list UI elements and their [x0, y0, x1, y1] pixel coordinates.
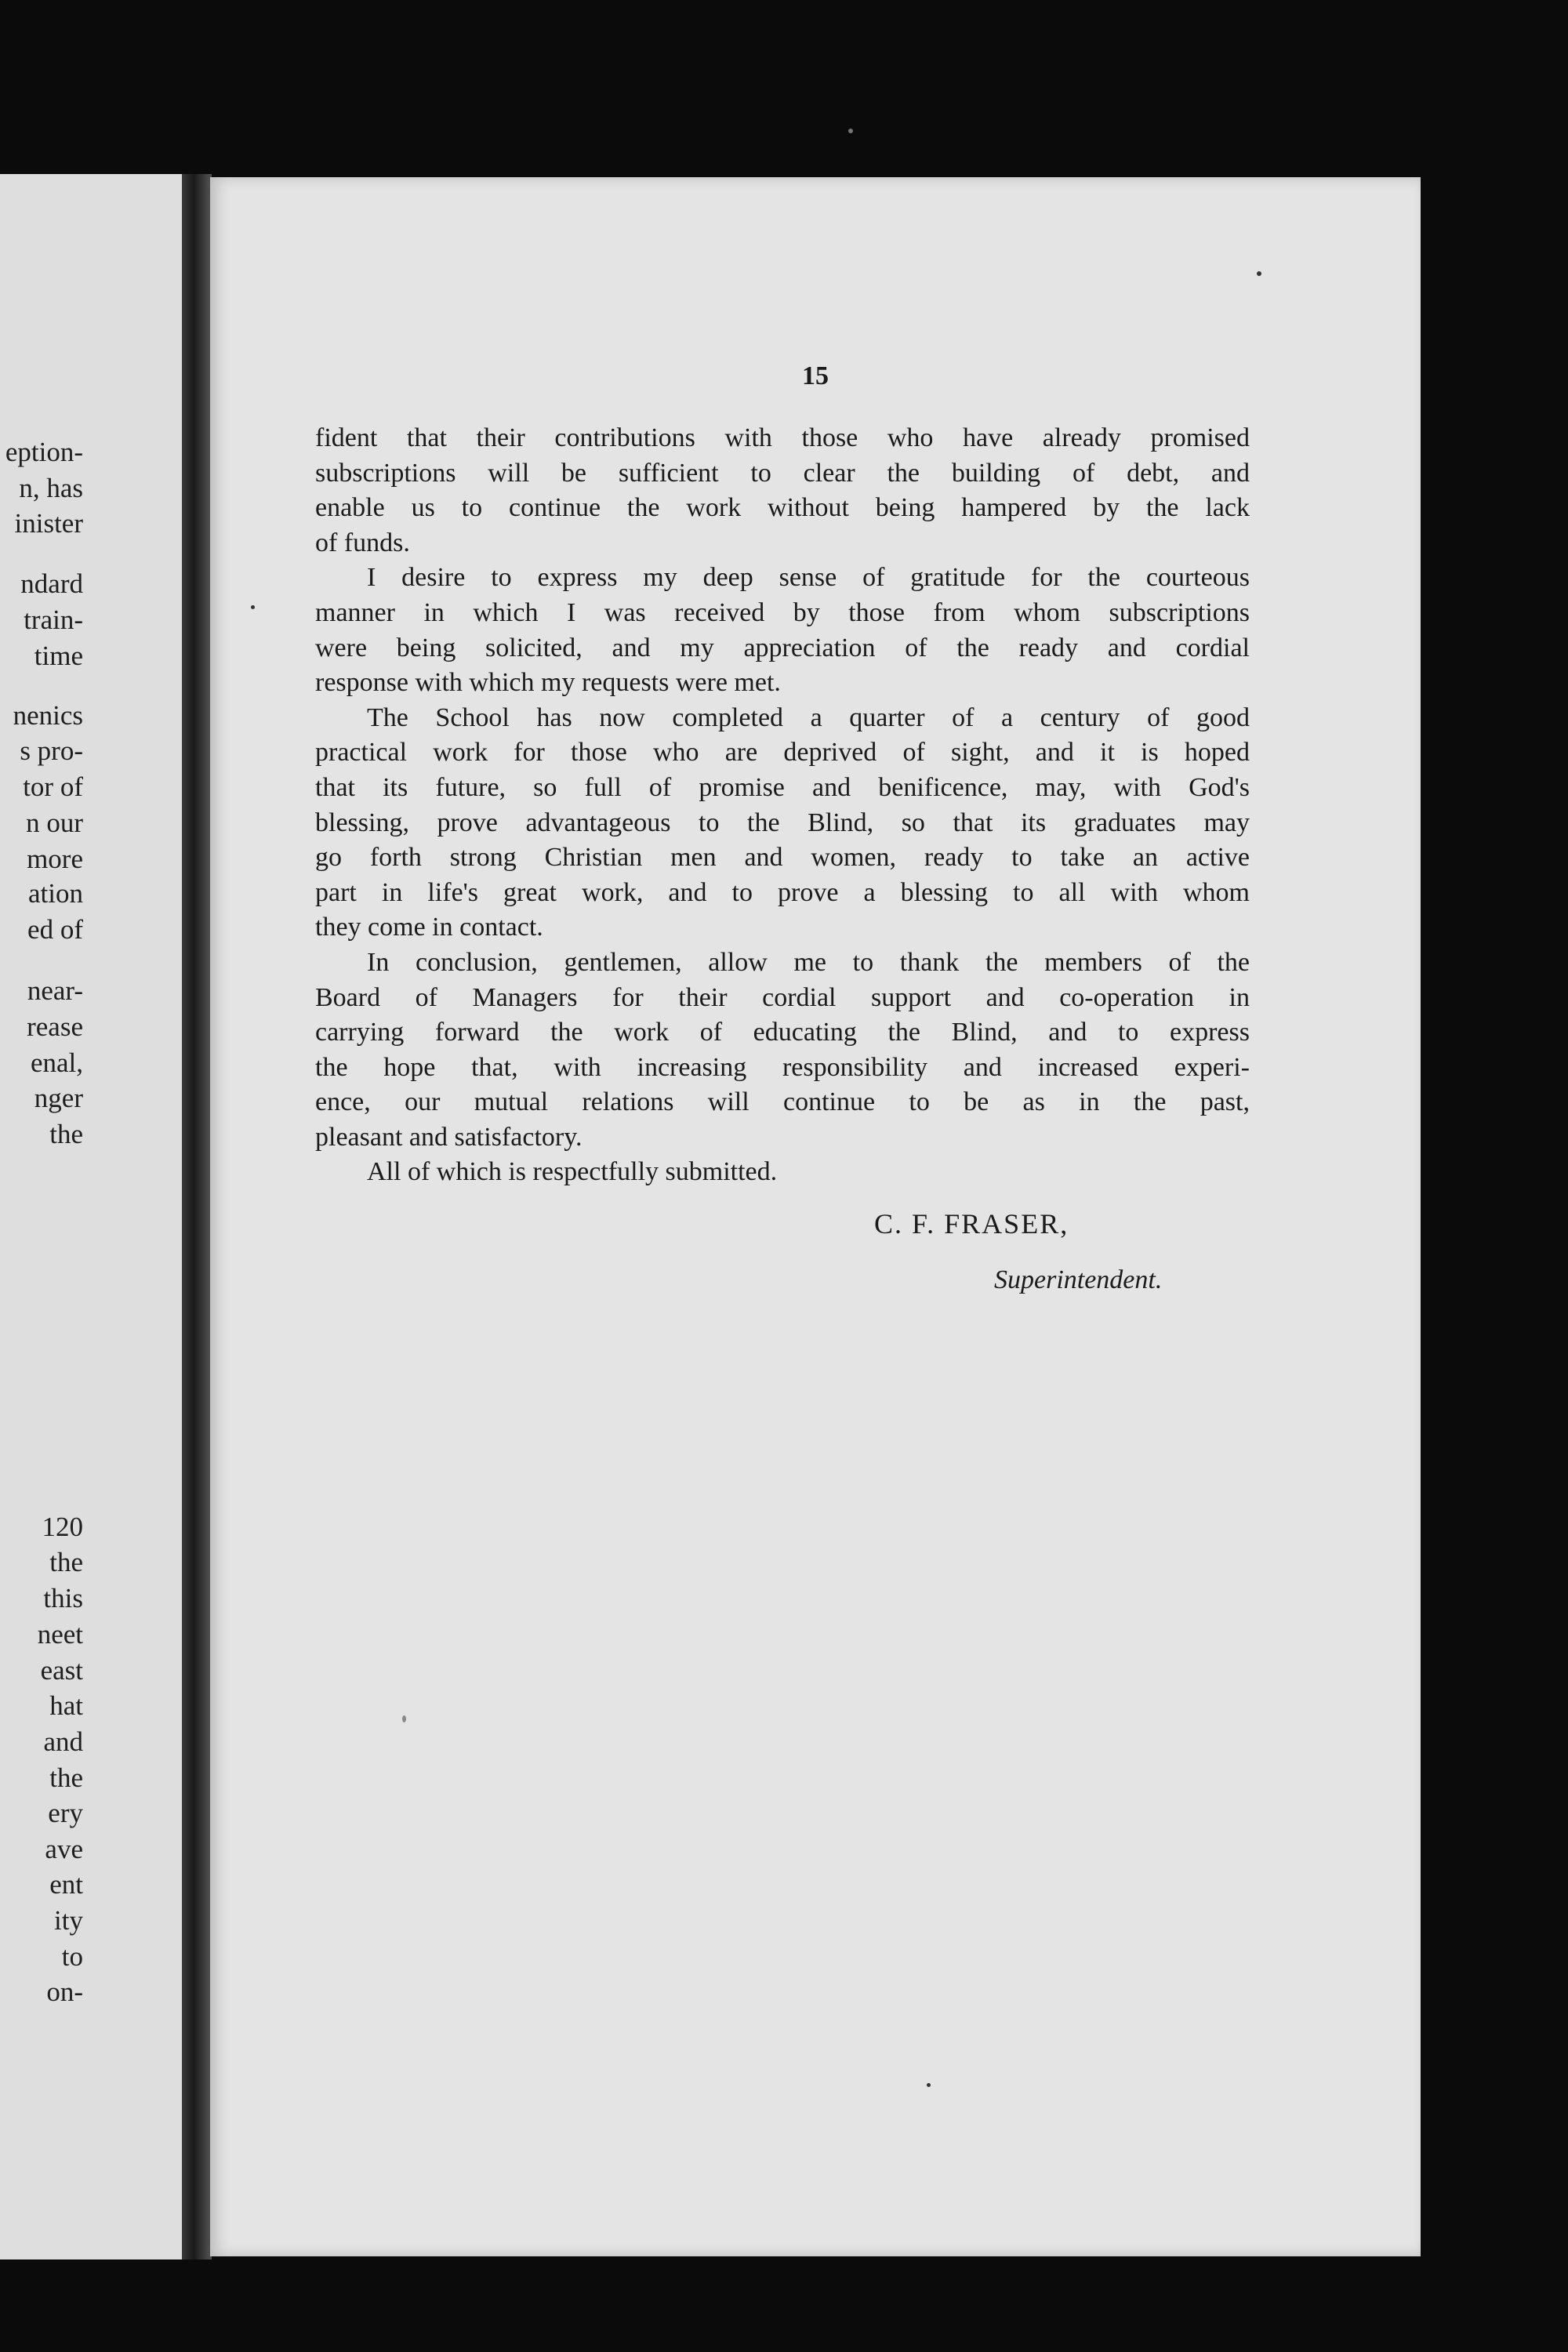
left-fragment: ation [28, 878, 83, 909]
left-fragment: ity [54, 1905, 83, 1936]
left-fragment: rease [27, 1011, 83, 1042]
book-gutter [182, 174, 212, 2259]
left-fragment: tor of [23, 771, 83, 802]
text-line: All of which is respectfully submitted. [367, 1157, 778, 1187]
text-line: enable us to continue the work without being hampered by the lack [315, 493, 1250, 523]
left-fragment: nger [34, 1083, 83, 1113]
signature-name: C. F. FRASER, [874, 1208, 1069, 1240]
left-fragment: more [27, 844, 83, 874]
left-fragment: near- [27, 975, 83, 1006]
scan-speck [251, 605, 255, 609]
left-fragment: the [49, 1762, 83, 1793]
left-fragment: n our [26, 808, 83, 838]
text-line: part in life's great work, and to prove a blessing to all with whom [315, 877, 1250, 907]
left-fragment: n, has [19, 473, 83, 503]
left-fragment: ndard [20, 568, 83, 599]
text-line: were being solicited, and my appreciation of the ready and cordial [315, 633, 1250, 662]
text-line: The School has now completed a quarter of a century of good [367, 702, 1250, 732]
page-number: 15 [802, 361, 829, 390]
text-line: that its future, so full of promise and benificence, may, with God's [315, 772, 1250, 802]
left-fragment: ent [49, 1869, 83, 1900]
scan-speck [1257, 271, 1261, 276]
left-fragment: nenics [13, 700, 83, 731]
text-line: ence, our mutual relations will continue to be as in the past, [315, 1087, 1250, 1117]
text-line: subscriptions will be sufficient to clear the building of debt, and [315, 458, 1250, 488]
left-fragment: hat [49, 1690, 83, 1721]
left-fragment: ave [45, 1834, 83, 1864]
document-page [210, 177, 1421, 2256]
left-fragment: ery [48, 1798, 83, 1828]
signature-title: Superintendent. [994, 1265, 1163, 1294]
left-fragment: eption- [5, 437, 83, 467]
left-fragment: on- [46, 1976, 83, 2007]
text-line: carrying forward the work of educating the Blind, and to express [315, 1018, 1250, 1047]
text-line: I desire to express my deep sense of gratitude for the courteous [367, 563, 1250, 593]
body-text [315, 421, 1250, 1190]
scan-speck [927, 2083, 931, 2087]
left-fragment: s pro- [20, 735, 83, 766]
text-line: In conclusion, gentlemen, allow me to thank the members of the [367, 947, 1250, 977]
scan-speck [848, 129, 853, 133]
text-line: of funds. [315, 528, 410, 557]
left-fragment: the [49, 1547, 83, 1577]
text-line: response with which my requests were met. [315, 668, 781, 698]
left-fragment: ed of [27, 914, 83, 945]
left-fragment: and [43, 1726, 83, 1757]
text-line: blessing, prove advantageous to the Blind, so that its graduates may [315, 808, 1250, 837]
left-fragment: to [61, 1941, 83, 1972]
left-fragment: the [49, 1119, 83, 1149]
left-fragment: neet [37, 1619, 83, 1650]
left-fragment: 120 [42, 1512, 83, 1542]
left-fragment: this [43, 1583, 83, 1613]
text-line: practical work for those who are deprived of sight, and it is hoped [315, 738, 1250, 768]
text-line: they come in contact. [315, 913, 543, 942]
left-fragment: enal, [30, 1047, 83, 1078]
text-line: manner in which I was received by those from whom subscriptions [315, 597, 1250, 627]
left-fragment: train- [24, 604, 83, 635]
previous-page-fragment [0, 174, 188, 2259]
left-fragment: time [34, 641, 83, 671]
text-line: fident that their contributions with those who have already promised [315, 423, 1250, 452]
left-fragment: east [40, 1655, 83, 1686]
scan-speck [402, 1715, 406, 1722]
text-line: go forth strong Christian men and women, ready to take an active [315, 843, 1250, 873]
left-fragment: inister [14, 508, 83, 539]
text-line: the hope that, with increasing responsibility and increased experi- [315, 1052, 1250, 1082]
text-line: pleasant and satisfactory. [315, 1122, 583, 1152]
text-line: Board of Managers for their cordial support and co-operation in [315, 982, 1250, 1012]
